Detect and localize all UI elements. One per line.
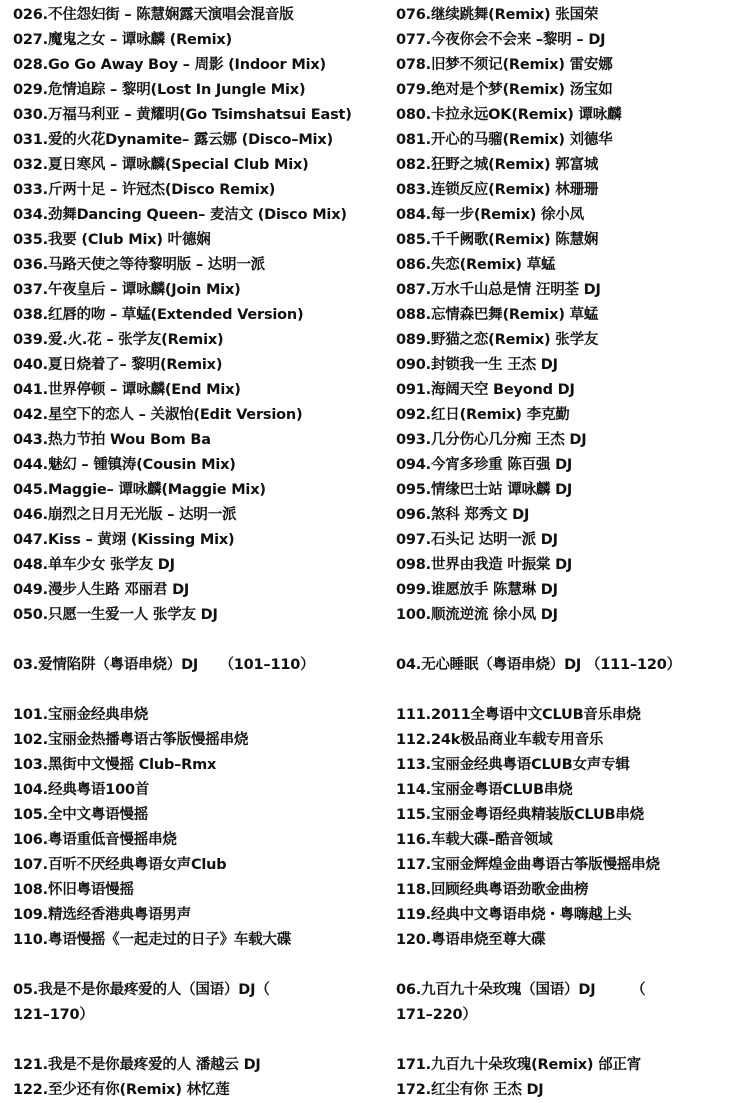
- track-item: 099.谁愿放手 陈慧琳 DJ: [396, 582, 558, 598]
- track-item: 038.红唇的吻 – 草蜢(Extended Version): [13, 307, 304, 323]
- track-item: 109.精选经香港典粤语男声: [13, 907, 191, 923]
- track-item: 085.千千阙歌(Remix) 陈慧娴: [396, 232, 599, 248]
- track-item: 100.顺流逆流 徐小凤 DJ: [396, 607, 558, 623]
- track-item: 077.今夜你会不会来 –黎明 – DJ: [396, 32, 606, 48]
- track-item: 111.2011全粤语中文CLUB音乐串烧: [396, 707, 641, 723]
- section-heading: 05.我是不是你最疼爱的人（国语）DJ（: [13, 982, 270, 998]
- track-item: 030.万福马利亚 – 黄耀明(Go Tsimshatsui East): [13, 107, 352, 123]
- blank-spacer: [396, 953, 746, 978]
- track-item: 092.红日(Remix) 李克勤: [396, 407, 570, 423]
- blank-spacer: [396, 678, 746, 703]
- track-item: 117.宝丽金辉煌金曲粤语古筝版慢摇串烧: [396, 857, 660, 873]
- section-heading: 03.爱情陷阱（粤语串烧）DJ （101–110）: [13, 657, 315, 673]
- track-item: 116.车载大碟–酷音领域: [396, 832, 553, 848]
- track-item: 048.单车少女 张学友 DJ: [13, 557, 175, 573]
- track-item: 076.继续跳舞(Remix) 张国荣: [396, 7, 599, 23]
- track-item: 028.Go Go Away Boy – 周影 (Indoor Mix): [13, 57, 326, 73]
- track-item: 120.粤语串烧至尊大碟: [396, 932, 546, 948]
- track-item: 098.世界由我造 叶振棠 DJ: [396, 557, 573, 573]
- section-heading: 121–170）: [13, 1007, 94, 1023]
- track-item: 047.Kiss – 黄翊 (Kissing Mix): [13, 532, 235, 548]
- track-item: 090.封锁我一生 王杰 DJ: [396, 357, 558, 373]
- track-item: 050.只愿一生爱一人 张学友 DJ: [13, 607, 218, 623]
- left-column: [13, 3, 388, 1103]
- track-item: 044.魅幻 – 锺镇涛(Cousin Mix): [13, 457, 236, 473]
- track-item: 093.几分伤心几分痴 王杰 DJ: [396, 432, 587, 448]
- track-item: 029.危情追踪 – 黎明(Lost In Jungle Mix): [13, 82, 306, 98]
- track-item: 172.红尘有你 王杰 DJ: [396, 1082, 544, 1098]
- track-item: 097.石头记 达明一派 DJ: [396, 532, 558, 548]
- track-item: 086.失恋(Remix) 草蜢: [396, 257, 556, 273]
- track-item: 118.回顾经典粤语劲歌金曲榜: [396, 882, 589, 898]
- track-item: 033.斤两十足 – 许冠杰(Disco Remix): [13, 182, 276, 198]
- track-item: 108.怀旧粤语慢摇: [13, 882, 134, 898]
- track-item: 110.粤语慢摇《一起走过的日子》车载大碟: [13, 932, 292, 948]
- track-item: 036.马路天使之等待黎明版 – 达明一派: [13, 257, 265, 273]
- track-item: 106.粤语重低音慢摇串烧: [13, 832, 177, 848]
- track-item: 049.漫步人生路 邓丽君 DJ: [13, 582, 190, 598]
- track-item: 113.宝丽金经典粤语CLUB女声专辑: [396, 757, 630, 773]
- track-item: 095.情缘巴士站 谭咏麟 DJ: [396, 482, 573, 498]
- track-item: 119.经典中文粤语串烧・粤嗨越上头: [396, 907, 632, 923]
- track-item: 091.海阔天空 Beyond DJ: [396, 382, 575, 398]
- blank-spacer: [13, 628, 388, 653]
- track-item: 115.宝丽金粤语经典精装版CLUB串烧: [396, 807, 644, 823]
- blank-spacer: [13, 678, 388, 703]
- track-item: 079.绝对是个梦(Remix) 汤宝如: [396, 82, 613, 98]
- track-item: 040.夏日烧着了– 黎明(Remix): [13, 357, 223, 373]
- track-item: 032.夏日寒风 – 谭咏麟(Special Club Mix): [13, 157, 309, 173]
- track-item: 078.旧梦不须记(Remix) 雷安娜: [396, 57, 613, 73]
- track-item: 101.宝丽金经典串烧: [13, 707, 149, 723]
- track-item: 082.狂野之城(Remix) 郭富城: [396, 157, 599, 173]
- track-item: 080.卡拉永远OK(Remix) 谭咏麟: [396, 107, 622, 123]
- track-item: 096.煞科 郑秀文 DJ: [396, 507, 530, 523]
- track-item: 089.野猫之恋(Remix) 张学友: [396, 332, 599, 348]
- right-column: [396, 3, 746, 1103]
- track-item: 105.全中文粤语慢摇: [13, 807, 149, 823]
- blank-spacer: [13, 1028, 388, 1053]
- track-item: 088.忘情森巴舞(Remix) 草蜢: [396, 307, 599, 323]
- track-item: 121.我是不是你最疼爱的人 潘越云 DJ: [13, 1057, 261, 1073]
- track-item: 171.九百九十朵玫瑰(Remix) 邰正宵: [396, 1057, 642, 1073]
- track-item: 081.开心的马骝(Remix) 刘德华: [396, 132, 613, 148]
- track-item: 112.24k极品商业车载专用音乐: [396, 732, 604, 748]
- track-item: 027.魔鬼之女 – 谭咏麟 (Remix): [13, 32, 232, 48]
- track-item: 034.劲舞Dancing Queen– 麦洁文 (Disco Mix): [13, 207, 347, 223]
- track-item: 102.宝丽金热播粤语古筝版慢摇串烧: [13, 732, 249, 748]
- track-item: 087.万水千山总是情 汪明荃 DJ: [396, 282, 601, 298]
- track-item: 104.经典粤语100首: [13, 782, 150, 798]
- track-item: 122.至少还有你(Remix) 林忆莲: [13, 1082, 230, 1098]
- blank-spacer: [396, 1028, 746, 1053]
- track-item: 084.每一步(Remix) 徐小凤: [396, 207, 584, 223]
- track-item: 046.崩烈之日月无光版 – 达明一派: [13, 507, 237, 523]
- track-item: 083.连锁反应(Remix) 林珊珊: [396, 182, 599, 198]
- track-item: 031.爱的火花Dynamite– 露云娜 (Disco–Mix): [13, 132, 333, 148]
- section-heading: 04.无心睡眠（粤语串烧）DJ （111–120）: [396, 657, 681, 673]
- track-item: 039.爱.火.花 – 张学友(Remix): [13, 332, 224, 348]
- track-item: 035.我要 (Club Mix) 叶德娴: [13, 232, 211, 248]
- blank-spacer: [396, 628, 746, 653]
- track-item: 114.宝丽金粤语CLUB串烧: [396, 782, 573, 798]
- track-item: 094.今宵多珍重 陈百强 DJ: [396, 457, 573, 473]
- track-item: 026.不住怨妇街 – 陈慧娴露天演唱会混音版: [13, 7, 294, 23]
- track-item: 045.Maggie– 谭咏麟(Maggie Mix): [13, 482, 266, 498]
- section-heading: 171–220）: [396, 1007, 477, 1023]
- section-heading: 06.九百九十朵玫瑰（国语）DJ （: [396, 982, 646, 998]
- blank-spacer: [13, 953, 388, 978]
- track-item: 043.热力节拍 Wou Bom Ba: [13, 432, 211, 448]
- track-item: 037.午夜皇后 – 谭咏麟(Join Mix): [13, 282, 241, 298]
- track-item: 041.世界停顿 – 谭咏麟(End Mix): [13, 382, 241, 398]
- track-item: 042.星空下的恋人 – 关淑怡(Edit Version): [13, 407, 303, 423]
- track-item: 107.百听不厌经典粤语女声Club: [13, 857, 227, 873]
- track-item: 103.黑街中文慢摇 Club–Rmx: [13, 757, 217, 773]
